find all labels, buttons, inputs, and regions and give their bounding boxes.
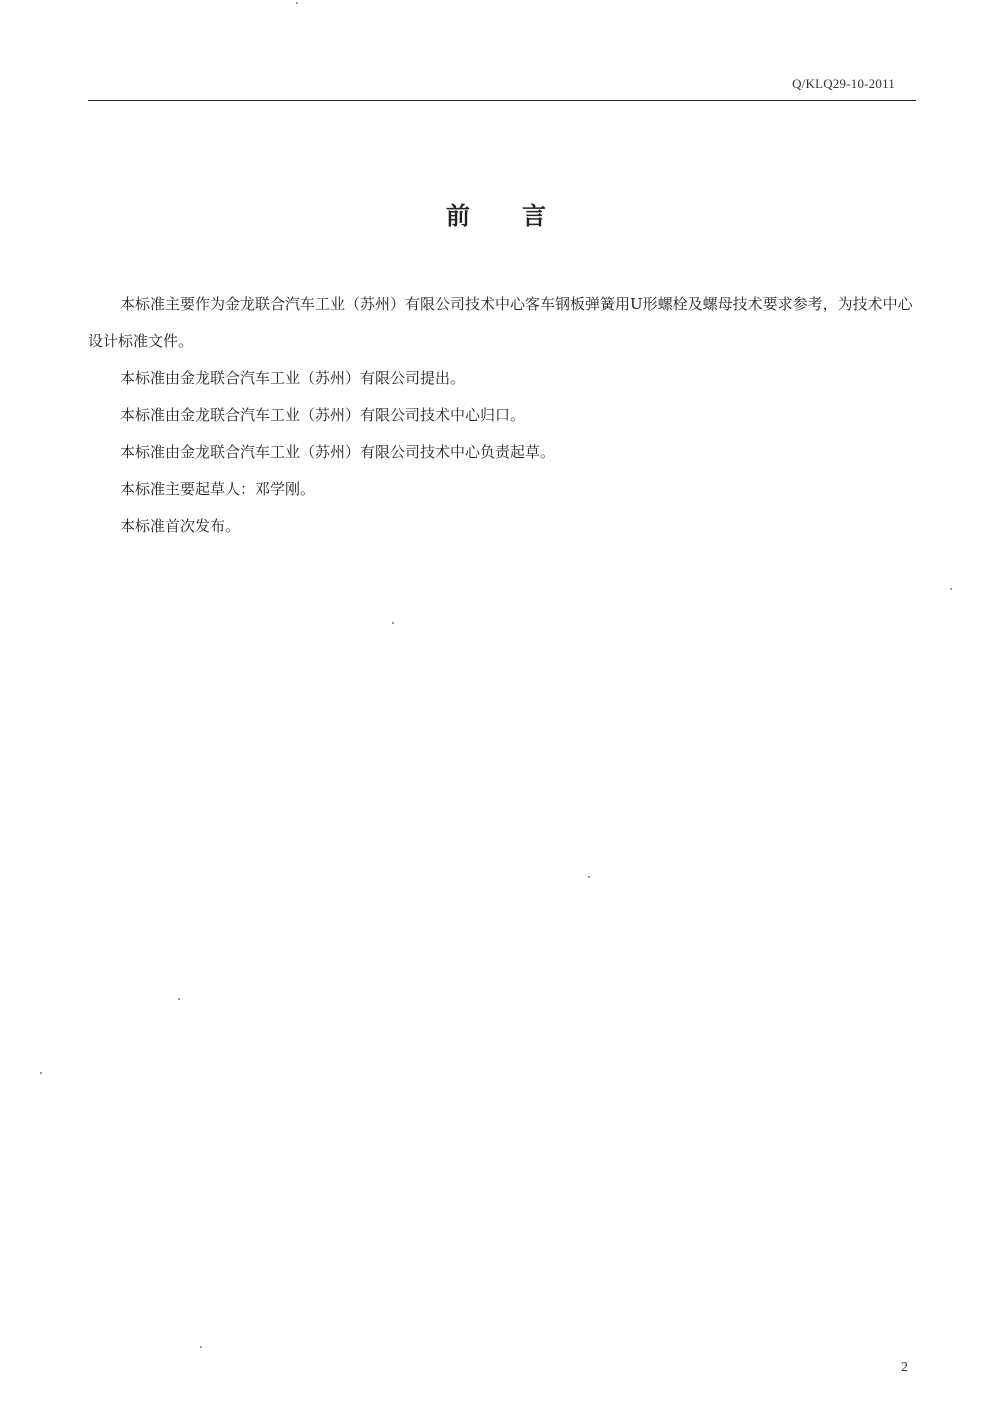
scan-speck: [392, 622, 394, 624]
scan-speck: [950, 588, 952, 590]
standard-code: Q/KLQ29-10-2011: [792, 76, 895, 91]
scan-speck: [296, 2, 298, 4]
page-title: 前言: [446, 202, 598, 230]
paragraph-centralized: 本标准由金龙联合汽车工业（苏州）有限公司技术中心归口。: [120, 406, 526, 424]
header-divider: [88, 100, 916, 101]
scan-speck: [178, 998, 180, 1000]
paragraph-first-release: 本标准首次发布。: [120, 517, 241, 535]
paragraph-proposer: 本标准由金龙联合汽车工业（苏州）有限公司提出。: [120, 369, 466, 387]
page-number: 2: [901, 1360, 908, 1375]
scan-speck: [588, 876, 590, 878]
foreword-body: [88, 286, 914, 545]
scan-speck: [40, 1072, 42, 1074]
paragraph-drafting-unit: 本标准由金龙联合汽车工业（苏州）有限公司技术中心负责起草。: [120, 443, 556, 461]
paragraph-purpose: 本标准主要作为金龙联合汽车工业（苏州）有限公司技术中心客车钢板弹簧用U形螺栓及螺母技术要求参考，为技术中心设计标准文件。: [88, 295, 913, 350]
paragraph-drafter: 本标准主要起草人：邓学刚。: [120, 480, 316, 498]
scan-speck: [200, 1346, 202, 1348]
